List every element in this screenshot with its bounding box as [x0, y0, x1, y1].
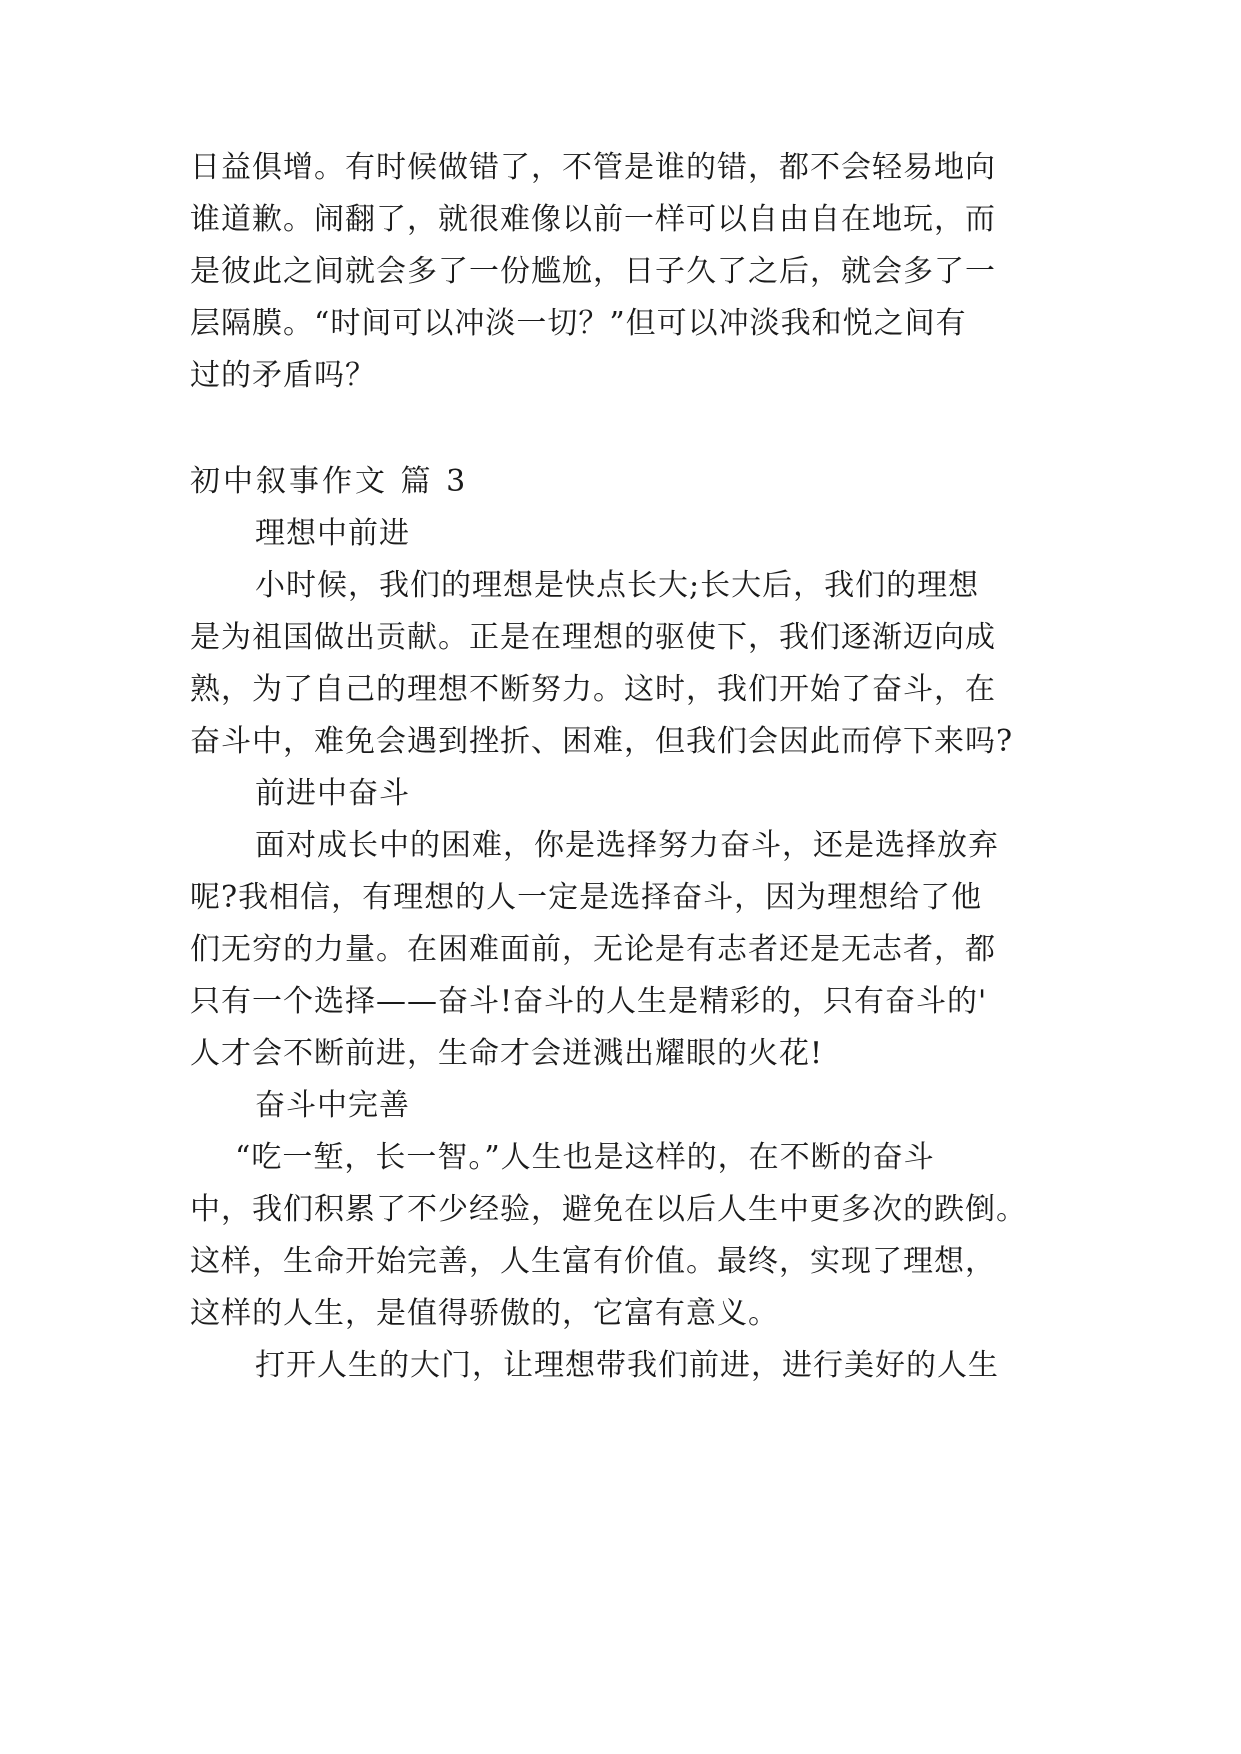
text-line: 中，我们积累了不少经验，避免在以后人生中更多次的跌倒。 — [190, 1192, 1027, 1227]
text-line: 这样，生命开始完善，人生富有价值。最终，实现了理想， — [190, 1244, 996, 1279]
section-heading: 初中叙事作文 篇 3 — [190, 464, 469, 499]
text-line: 只有一个选择——奋斗!奋斗的人生是精彩的，只有奋斗的' — [190, 984, 988, 1019]
text-line: 面对成长中的困难，你是选择努力奋斗，还是选择放弃 — [255, 828, 999, 863]
text-line: 日益俱增。有时候做错了，不管是谁的错，都不会轻易地向 — [190, 150, 996, 185]
text-line: 们无穷的力量。在困难面前，无论是有志者还是无志者，都 — [190, 932, 996, 967]
text-line: 奋斗中，难免会遇到挫折、困难，但我们会因此而停下来吗? — [190, 724, 1014, 759]
text-line: 层隔膜。“时间可以冲淡一切？”但可以冲淡我和悦之间有 — [190, 306, 967, 341]
text-line: 谁道歉。闹翻了，就很难像以前一样可以自由自在地玩，而 — [190, 202, 996, 237]
text-line: 呢?我相信，有理想的人一定是选择奋斗，因为理想给了他 — [190, 880, 983, 915]
text-line: 熟，为了自己的理想不断努力。这时，我们开始了奋斗，在 — [190, 672, 996, 707]
text-line: 打开人生的大门，让理想带我们前进，进行美好的人生 — [255, 1348, 999, 1383]
subtitle: 奋斗中完善 — [255, 1088, 410, 1123]
text-line: 过的矛盾吗？ — [190, 358, 376, 393]
subtitle: 前进中奋斗 — [255, 776, 410, 811]
text-line: 是彼此之间就会多了一份尴尬，日子久了之后，就会多了一 — [190, 254, 996, 289]
text-line: 这样的人生，是值得骄傲的，它富有意义。 — [190, 1296, 779, 1331]
text-line: 是为祖国做出贡献。正是在理想的驱使下，我们逐渐迈向成 — [190, 620, 996, 655]
text-line: 小时候，我们的理想是快点长大;长大后，我们的理想 — [255, 568, 980, 603]
text-line: “吃一堑，长一智。”人生也是这样的，在不断的奋斗 — [235, 1140, 935, 1175]
text-line: 人才会不断前进，生命才会迸溅出耀眼的火花! — [190, 1036, 824, 1071]
subtitle: 理想中前进 — [255, 516, 410, 551]
